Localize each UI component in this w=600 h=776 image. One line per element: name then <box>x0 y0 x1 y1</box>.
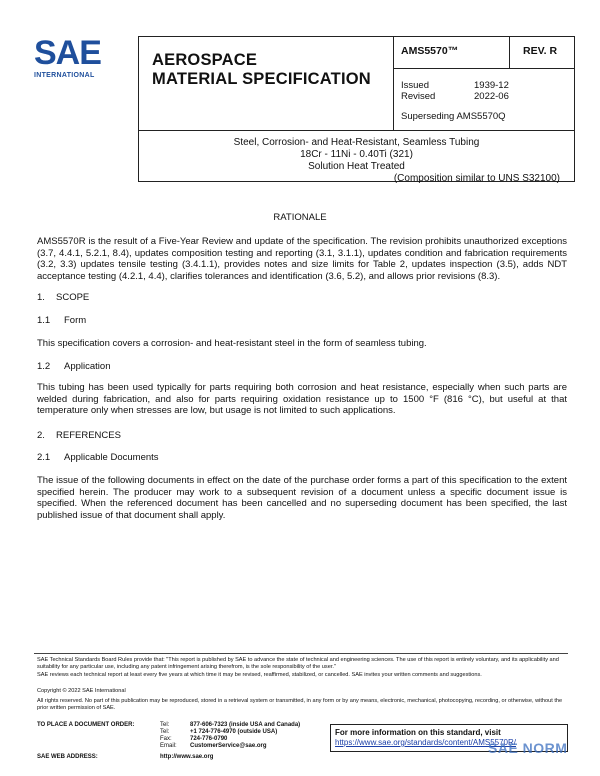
sae-logo <box>34 36 120 82</box>
revision-label: REV. R <box>523 45 558 57</box>
email-label: Email: <box>160 743 177 749</box>
issued-label: Issued <box>401 80 429 91</box>
tel2-label: Tel: <box>160 729 170 735</box>
section-2-1-title: Applicable Documents <box>64 452 159 463</box>
revised-date: 2022-06 <box>474 91 509 102</box>
section-2-1-number: 2.1 <box>37 452 51 463</box>
footer-divider <box>34 653 568 654</box>
rationale-paragraph: AMS5570R is the result of a Five-Year Review and update of the specification. The revision prohibits unauthorized exceptions (3.7, 4.4.1, 5.2.1, 8.4), updates composition testing and reporting (3.1, 3.1.1), updates condition and fabrication requirements (3.2, 3.3) updates tensile testing (3.4.1.1), provides notes and size limits for Table 2, updates inspection (3.5), adds NDT acceptance testing (4.2.1, 4.4), clarifies tolerances and identification (3.6, 5.2), and allows prior revisions (8.3). <box>37 236 567 282</box>
footer-rules-paragraph: SAE Technical Standards Board Rules provide that: "This report is published by SAE to advance the state of technical and engineering sciences. The use of this report is entirely voluntary, and its applicability and suitability for any particular use, including any patent infringement arising therefrom, is the sole responsibility of the user." <box>37 657 559 670</box>
standard-link[interactable]: https://www.sae.org/standards/content/AMS5570R/ <box>335 738 516 747</box>
section-1-2-number: 1.2 <box>37 361 51 372</box>
document-type-title <box>152 51 371 89</box>
logo-mark: SAE <box>34 34 101 72</box>
tel2-value: +1 724-776-4970 (outside USA) <box>190 729 278 735</box>
web-label: SAE WEB ADDRESS: <box>37 754 98 760</box>
superseding-note: Superseding AMS5570Q <box>401 111 506 122</box>
section-1-title: SCOPE <box>56 292 90 303</box>
subject-line-4: (Composition similar to UNS S32100) <box>393 173 560 184</box>
section-2-1-paragraph: The issue of the following documents in effect on the date of the purchase order forms a part of this specification to the extent specified herein. The producer may work to a subsequent revision of a document unless a specific document issue is specified. When the referenced document has been cancelled and no superseding document has been specified, the last published issue of that document shall apply. <box>37 475 567 521</box>
title-line-2: MATERIAL SPECIFICATION <box>152 70 371 88</box>
fax-value: 724-776-0790 <box>190 736 228 742</box>
section-1-1-paragraph: This specification covers a corrosion- and heat-resistant steel in the form of seamless tubing. <box>37 338 427 349</box>
revised-label: Revised <box>401 91 436 102</box>
subject-line-2: 18Cr - 11Ni - 0.40Ti (321) <box>300 149 413 160</box>
logo-subtitle: INTERNATIONAL <box>34 72 95 79</box>
rationale-heading: RATIONALE <box>273 212 327 223</box>
section-2-title: REFERENCES <box>56 430 121 441</box>
section-2-number: 2. <box>37 430 45 441</box>
section-1-number: 1. <box>37 292 45 303</box>
web-value: http://www.sae.org <box>160 754 214 760</box>
tel-label: Tel: <box>160 722 170 728</box>
material-subject <box>139 137 574 185</box>
more-info-text: For more information on this standard, visit <box>335 728 501 737</box>
footer-rights-paragraph: All rights reserved. No part of this publication may be reproduced, stored in a retrieval system or transmitted, in any form or by any means, electronic, mechanical, photocopying, recording, or otherwise, without the prior written permission of SAE. <box>37 698 563 711</box>
tel-value: 877-606-7323 (inside USA and Canada) <box>190 722 301 728</box>
order-label: TO PLACE A DOCUMENT ORDER: <box>37 722 135 728</box>
document-number: AMS5570™ <box>401 45 459 57</box>
watermark: SAE NORM <box>488 740 568 756</box>
subject-line-3: Solution Heat Treated <box>308 161 405 172</box>
email-value: CustomerService@sae.org <box>190 743 267 749</box>
section-1-1-title: Form <box>64 315 87 326</box>
footer-review-paragraph: SAE reviews each technical report at least every five years at which time it may be revised, reaffirmed, stabilized, or cancelled. SAE invites your written comments and suggestions. <box>37 672 482 678</box>
spec-header-box <box>138 36 575 182</box>
title-line-1: AEROSPACE <box>152 51 258 69</box>
section-1-2-paragraph: This tubing has been used typically for parts requiring both corrosion and heat resistance, especially when such parts are welded during fabrication, and also for parts requiring oxidation resistance up to 1500 °F (816 °C), but useful at that temperature only when stresses are low, but usage is not limited to such applications. <box>37 382 567 417</box>
section-1-1-number: 1.1 <box>37 315 51 326</box>
subject-line-1: Steel, Corrosion- and Heat-Resistant, Seamless Tubing <box>233 137 480 148</box>
fax-label: Fax: <box>160 736 172 742</box>
issued-date: 1939-12 <box>474 80 509 91</box>
section-1-2-title: Application <box>64 361 111 372</box>
footer-copyright: Copyright © 2022 SAE International <box>37 688 126 694</box>
